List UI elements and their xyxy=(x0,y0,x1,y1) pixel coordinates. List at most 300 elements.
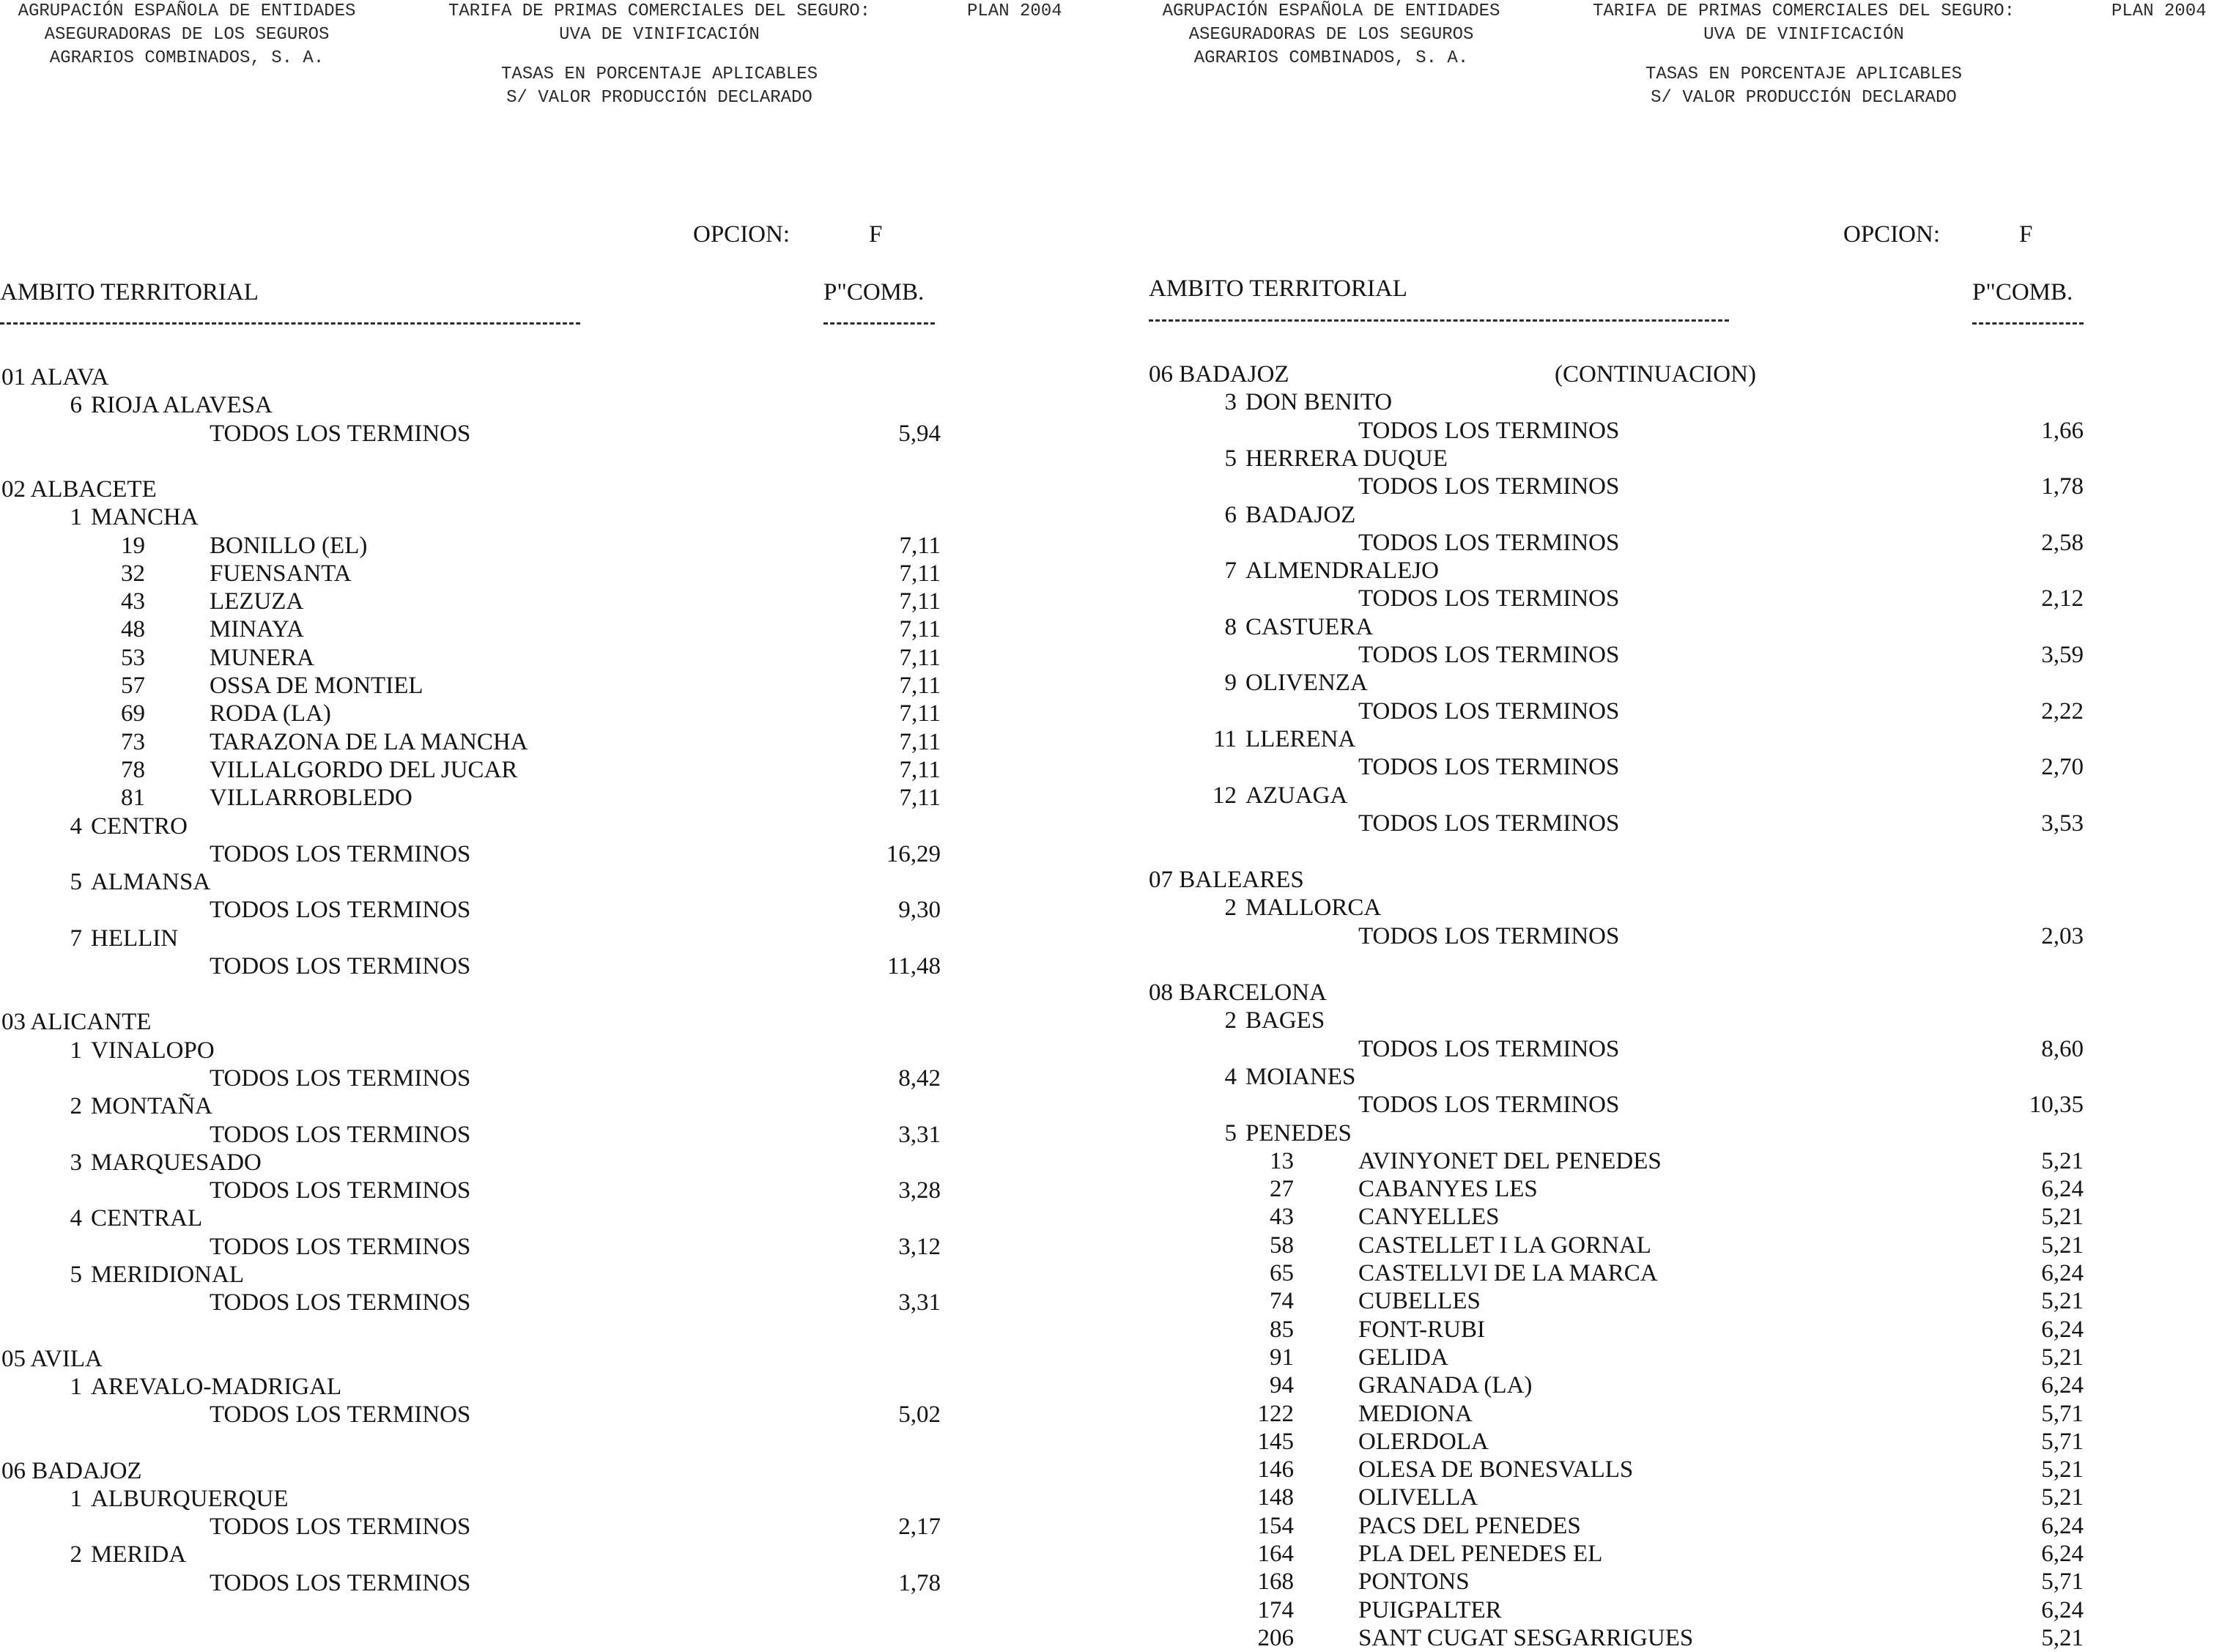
region-name: ALBURQUERQUE xyxy=(91,1485,289,1512)
region-row xyxy=(1144,445,2214,473)
rate-value: 5,94 xyxy=(898,420,941,447)
municipality-name: FUENSANTA xyxy=(210,560,352,587)
all-terms-label: TODOS LOS TERMINOS xyxy=(1358,473,1620,500)
all-terms-label: TODOS LOS TERMINOS xyxy=(210,1569,471,1596)
rate-value: 7,11 xyxy=(899,616,941,643)
province-name: 07 BALEARES xyxy=(1149,867,1304,894)
province-row xyxy=(1144,979,2214,1007)
region-name: CASTUERA xyxy=(1245,613,1374,640)
all-terms-row xyxy=(0,1121,1107,1149)
municipality-name: GRANADA (LA) xyxy=(1358,1372,1533,1399)
municipality-code: 65 xyxy=(1270,1260,1294,1286)
all-terms-row xyxy=(0,1289,1107,1316)
province-name: 05 AVILA xyxy=(1,1345,103,1372)
region-row xyxy=(1144,894,2214,922)
municipality-row xyxy=(0,560,1107,588)
rate-value: 7,11 xyxy=(899,756,941,783)
municipality-row xyxy=(0,784,1107,812)
rate-value: 7,11 xyxy=(899,644,941,671)
header-rule-territory xyxy=(0,322,580,325)
all-terms-label: TODOS LOS TERMINOS xyxy=(1358,529,1620,556)
all-terms-row xyxy=(1144,417,2214,445)
all-terms-row xyxy=(0,1401,1107,1429)
rate-value: 16,29 xyxy=(886,840,941,867)
region-number: 4 xyxy=(70,1205,82,1232)
org-line: AGRARIOS COMBINADOS, S. A. xyxy=(49,48,325,68)
region-row xyxy=(1144,1007,2214,1034)
region-name: MARQUESADO xyxy=(91,1149,262,1176)
rate-value: 2,12 xyxy=(2041,585,2084,612)
rate-value: 2,70 xyxy=(2041,754,2084,781)
municipality-name: TARAZONA DE LA MANCHA xyxy=(210,728,528,755)
region-number: 1 xyxy=(70,1037,82,1064)
all-terms-label: TODOS LOS TERMINOS xyxy=(210,953,471,979)
region-row xyxy=(0,1037,1107,1064)
org-line: AGRUPACIÓN ESPAÑOLA DE ENTIDADES xyxy=(1162,1,1500,21)
rate-value: 2,03 xyxy=(2041,922,2084,949)
municipality-code: 174 xyxy=(1257,1596,1294,1623)
all-terms-row xyxy=(1144,753,2214,781)
all-terms-row xyxy=(0,1513,1107,1541)
rate-value: 3,59 xyxy=(2041,642,2084,668)
all-terms-row xyxy=(0,1064,1107,1092)
region-number: 2 xyxy=(1224,894,1237,922)
region-row xyxy=(0,1092,1107,1120)
rate-value: 1,78 xyxy=(898,1569,941,1596)
municipality-code: 58 xyxy=(1270,1231,1294,1259)
region-row xyxy=(0,812,1107,840)
region-name: MERIDA xyxy=(91,1541,187,1568)
all-terms-row xyxy=(1144,473,2214,500)
region-number: 5 xyxy=(70,869,82,896)
municipality-row xyxy=(1144,1540,2214,1568)
rate-value: 3,31 xyxy=(898,1289,941,1316)
all-terms-label: TODOS LOS TERMINOS xyxy=(1358,810,1620,837)
title-line: TARIFA DE PRIMAS COMERCIALES DEL SEGURO: xyxy=(1592,1,2015,21)
rate-value: 6,24 xyxy=(2041,1541,2084,1567)
municipality-row xyxy=(1144,1400,2214,1428)
municipality-row xyxy=(1144,1259,2214,1287)
region-number: 4 xyxy=(1224,1063,1237,1090)
region-name: LLERENA xyxy=(1245,725,1356,752)
rate-value: 5,21 xyxy=(2041,1231,2084,1259)
region-name: DON BENITO xyxy=(1245,389,1393,416)
rate-value: 1,66 xyxy=(2041,417,2084,444)
opcion-label-text: OPCION: xyxy=(1843,221,1941,248)
province-row xyxy=(0,1345,1107,1373)
municipality-row xyxy=(1144,1624,2214,1652)
all-terms-label: TODOS LOS TERMINOS xyxy=(1358,585,1620,612)
province-name: 06 BADAJOZ xyxy=(1149,361,1289,388)
all-terms-row xyxy=(0,896,1107,924)
rate-value: 6,24 xyxy=(2041,1316,2084,1343)
region-number: 7 xyxy=(1224,558,1237,585)
municipality-code: 206 xyxy=(1257,1624,1294,1651)
header-rates-note xyxy=(425,63,894,110)
region-name: BAGES xyxy=(1245,1007,1325,1034)
column-header-rate: P"COMB. xyxy=(823,279,925,305)
municipality-name: CUBELLES xyxy=(1358,1288,1481,1315)
rate-value: 7,11 xyxy=(899,588,941,615)
column-header-territory: AMBITO TERRITORIAL xyxy=(1149,275,1407,302)
municipality-name: CABANYES LES xyxy=(1358,1176,1538,1203)
province-name: 08 BARCELONA xyxy=(1149,979,1327,1006)
municipality-name: FONT-RUBI xyxy=(1358,1316,1485,1343)
opcion-label xyxy=(1843,221,2033,248)
rates-line: S/ VALOR PRODUCCIÓN DECLARADO xyxy=(506,88,812,108)
municipality-name: PUIGPALTER xyxy=(1358,1596,1502,1623)
all-terms-label: TODOS LOS TERMINOS xyxy=(210,1233,471,1260)
region-name: ALMANSA xyxy=(91,869,211,896)
municipality-row xyxy=(1144,1428,2214,1456)
region-number: 1 xyxy=(70,1373,82,1400)
region-number: 1 xyxy=(70,504,82,531)
region-name: CENTRO xyxy=(91,812,188,840)
municipality-code: 81 xyxy=(121,785,145,812)
rate-value: 5,21 xyxy=(2041,1288,2084,1315)
region-number: 5 xyxy=(70,1262,82,1288)
rate-value: 11,48 xyxy=(886,953,941,979)
org-line: AGRUPACIÓN ESPAÑOLA DE ENTIDADES xyxy=(18,1,356,21)
continuation-note: (CONTINUACION) xyxy=(1555,361,1756,388)
region-row xyxy=(1144,1063,2214,1091)
rate-value: 5,21 xyxy=(2041,1484,2084,1511)
region-number: 9 xyxy=(1224,670,1237,697)
rates-line: TASAS EN PORCENTAJE APLICABLES xyxy=(1645,64,1963,84)
region-row xyxy=(0,503,1107,531)
right-page xyxy=(1144,0,2214,1651)
all-terms-row xyxy=(1144,1091,2214,1119)
all-terms-label: TODOS LOS TERMINOS xyxy=(210,840,471,867)
header-rule-rate xyxy=(1972,322,2084,325)
rate-value: 6,24 xyxy=(2041,1176,2084,1203)
all-terms-row xyxy=(1144,585,2214,612)
rate-value: 7,11 xyxy=(899,785,941,812)
rate-value: 5,21 xyxy=(2041,1344,2084,1371)
all-terms-row xyxy=(1144,529,2214,557)
region-number: 5 xyxy=(1224,445,1237,472)
municipality-row xyxy=(1144,1371,2214,1399)
municipality-row xyxy=(0,644,1107,672)
municipality-name: PONTONS xyxy=(1358,1568,1470,1596)
municipality-row xyxy=(1144,1512,2214,1540)
municipality-name: OSSA DE MONTIEL xyxy=(210,673,423,699)
province-row xyxy=(1144,866,2214,894)
org-line: ASEGURADORAS DE LOS SEGUROS xyxy=(1188,25,1474,45)
municipality-row xyxy=(0,532,1107,560)
region-name: ALMENDRALEJO xyxy=(1245,558,1439,585)
header-title xyxy=(425,0,894,47)
all-terms-label: TODOS LOS TERMINOS xyxy=(210,897,471,924)
municipality-code: 19 xyxy=(121,532,145,559)
region-row xyxy=(0,1149,1107,1177)
rate-value: 6,24 xyxy=(2041,1372,2084,1399)
all-terms-label: TODOS LOS TERMINOS xyxy=(210,1514,471,1541)
municipality-code: 154 xyxy=(1257,1512,1294,1539)
all-terms-label: TODOS LOS TERMINOS xyxy=(1358,417,1620,444)
rate-value: 6,24 xyxy=(2041,1596,2084,1623)
municipality-name: MINAYA xyxy=(210,616,304,643)
all-terms-label: TODOS LOS TERMINOS xyxy=(1358,642,1620,668)
municipality-name: CANYELLES xyxy=(1358,1204,1500,1231)
municipality-name: MEDIONA xyxy=(1358,1400,1473,1427)
province-row xyxy=(0,1457,1107,1485)
header-title xyxy=(1569,0,2038,47)
header-rule-territory xyxy=(1149,319,1729,322)
rate-value: 5,02 xyxy=(898,1401,941,1429)
municipality-code: 32 xyxy=(121,560,145,587)
all-terms-row xyxy=(0,1569,1107,1597)
municipality-row xyxy=(1144,1316,2214,1344)
rate-value: 7,11 xyxy=(899,728,941,755)
municipality-name: PLA DEL PENEDES EL xyxy=(1358,1541,1603,1567)
region-row xyxy=(0,391,1107,419)
region-number: 6 xyxy=(70,392,82,419)
rate-value: 5,71 xyxy=(2041,1428,2084,1455)
region-number: 12 xyxy=(1212,782,1237,809)
municipality-row xyxy=(1144,1231,2214,1259)
region-row xyxy=(1144,1119,2214,1147)
all-terms-row xyxy=(1144,641,2214,669)
municipality-code: 78 xyxy=(121,756,145,783)
municipality-row xyxy=(1144,1568,2214,1596)
all-terms-label: TODOS LOS TERMINOS xyxy=(1358,697,1620,725)
municipality-name: GELIDA xyxy=(1358,1344,1448,1371)
header-plan: PLAN 2004 xyxy=(967,1,1062,21)
region-number: 4 xyxy=(70,812,82,840)
rate-value: 5,21 xyxy=(2041,1204,2084,1231)
left-page xyxy=(0,0,1107,1645)
region-number: 6 xyxy=(1224,501,1237,528)
header-rule-rate xyxy=(823,322,935,325)
region-number: 2 xyxy=(70,1541,82,1568)
all-terms-label: TODOS LOS TERMINOS xyxy=(210,420,471,447)
municipality-code: 69 xyxy=(121,700,145,727)
all-terms-label: TODOS LOS TERMINOS xyxy=(210,1121,471,1148)
municipality-row xyxy=(1144,1344,2214,1371)
opcion-value: F xyxy=(2019,221,2033,248)
municipality-row xyxy=(0,728,1107,756)
region-row xyxy=(1144,613,2214,641)
region-name: OLIVENZA xyxy=(1245,670,1368,697)
rate-value: 3,28 xyxy=(898,1177,941,1204)
rate-value: 2,17 xyxy=(898,1514,941,1541)
rate-value: 8,60 xyxy=(2041,1035,2084,1062)
municipality-name: VILLARROBLEDO xyxy=(210,785,412,812)
municipality-name: OLESA DE BONESVALLS xyxy=(1358,1456,1634,1484)
municipality-name: AVINYONET DEL PENEDES xyxy=(1358,1147,1662,1174)
region-name: HELLIN xyxy=(91,925,179,952)
province-row xyxy=(0,363,1107,391)
region-number: 3 xyxy=(1224,389,1237,416)
municipality-row xyxy=(1144,1203,2214,1231)
all-terms-label: TODOS LOS TERMINOS xyxy=(210,1289,471,1316)
header-rates-note xyxy=(1569,63,2038,110)
region-number: 2 xyxy=(1224,1007,1237,1034)
opcion-label xyxy=(693,221,883,248)
municipality-code: 85 xyxy=(1270,1316,1294,1343)
municipality-name: CASTELLET I LA GORNAL xyxy=(1358,1231,1651,1259)
region-number: 11 xyxy=(1213,725,1237,752)
all-terms-row xyxy=(0,1233,1107,1261)
municipality-name: LEZUZA xyxy=(210,588,304,615)
municipality-row xyxy=(1144,1456,2214,1484)
municipality-row xyxy=(0,700,1107,727)
region-name: MOIANES xyxy=(1245,1063,1356,1090)
municipality-code: 73 xyxy=(121,728,145,755)
municipality-row xyxy=(1144,1596,2214,1624)
municipality-row xyxy=(0,588,1107,615)
region-name: RIOJA ALAVESA xyxy=(91,392,273,419)
region-name: PENEDES xyxy=(1245,1119,1352,1147)
municipality-name: MUNERA xyxy=(210,644,315,671)
region-row xyxy=(1144,388,2214,416)
region-name: MANCHA xyxy=(91,504,199,531)
municipality-code: 148 xyxy=(1257,1484,1294,1511)
rate-value: 6,24 xyxy=(2041,1260,2084,1286)
title-line: UVA DE VINIFICACIÓN xyxy=(559,25,760,45)
municipality-code: 74 xyxy=(1270,1288,1294,1315)
municipality-row xyxy=(1144,1484,2214,1511)
province-name: 03 ALICANTE xyxy=(1,1009,152,1036)
municipality-code: 43 xyxy=(1270,1204,1294,1231)
all-terms-row xyxy=(0,1177,1107,1204)
rate-value: 3,53 xyxy=(2041,810,2084,837)
header-plan: PLAN 2004 xyxy=(2111,1,2207,21)
municipality-row xyxy=(1144,1175,2214,1203)
municipality-row xyxy=(1144,1147,2214,1175)
municipality-code: 145 xyxy=(1257,1428,1294,1455)
all-terms-row xyxy=(0,840,1107,868)
rates-line: S/ VALOR PRODUCCIÓN DECLARADO xyxy=(1651,88,1957,108)
rate-value: 5,71 xyxy=(2041,1400,2084,1427)
rate-value: 7,11 xyxy=(899,700,941,727)
column-header-rate: P"COMB. xyxy=(1972,279,2073,305)
region-name: MALLORCA xyxy=(1245,894,1382,922)
municipality-name: BONILLO (EL) xyxy=(210,532,368,559)
municipality-code: 122 xyxy=(1257,1400,1294,1427)
municipality-name: OLERDOLA xyxy=(1358,1428,1489,1455)
region-row xyxy=(0,1485,1107,1513)
opcion-label-text: OPCION: xyxy=(693,221,791,248)
region-name: HERRERA DUQUE xyxy=(1245,445,1448,472)
all-terms-label: TODOS LOS TERMINOS xyxy=(1358,1092,1620,1119)
all-terms-label: TODOS LOS TERMINOS xyxy=(210,1401,471,1429)
all-terms-row xyxy=(1144,922,2214,950)
region-name: VINALOPO xyxy=(91,1037,215,1064)
region-row xyxy=(0,1373,1107,1401)
region-row xyxy=(0,868,1107,896)
region-number: 2 xyxy=(70,1093,82,1120)
region-name: AREVALO-MADRIGAL xyxy=(91,1373,342,1400)
municipality-code: 168 xyxy=(1257,1568,1294,1596)
header-organization xyxy=(0,0,374,70)
region-name: AZUAGA xyxy=(1245,782,1348,809)
rate-value: 3,12 xyxy=(898,1233,941,1260)
municipality-code: 164 xyxy=(1257,1541,1294,1567)
rate-value: 8,42 xyxy=(898,1064,941,1092)
all-terms-label: TODOS LOS TERMINOS xyxy=(1358,754,1620,781)
province-row xyxy=(1144,360,2214,388)
region-number: 7 xyxy=(70,925,82,952)
municipality-code: 43 xyxy=(121,588,145,615)
municipality-code: 13 xyxy=(1270,1147,1294,1174)
municipality-name: OLIVELLA xyxy=(1358,1484,1478,1511)
org-line: ASEGURADORAS DE LOS SEGUROS xyxy=(44,25,330,45)
municipality-code: 94 xyxy=(1270,1372,1294,1399)
org-line: AGRARIOS COMBINADOS, S. A. xyxy=(1193,48,1469,68)
rates-line: TASAS EN PORCENTAJE APLICABLES xyxy=(500,64,818,84)
region-name: CENTRAL xyxy=(91,1205,203,1232)
all-terms-label: TODOS LOS TERMINOS xyxy=(210,1064,471,1092)
rate-value: 7,11 xyxy=(899,532,941,559)
column-header-territory: AMBITO TERRITORIAL xyxy=(0,279,259,305)
province-name: 02 ALBACETE xyxy=(1,475,157,503)
region-number: 8 xyxy=(1224,613,1237,640)
rate-value: 7,11 xyxy=(899,560,941,587)
rate-value: 5,21 xyxy=(2041,1624,2084,1651)
all-terms-row xyxy=(1144,697,2214,725)
municipality-code: 57 xyxy=(121,673,145,699)
region-row xyxy=(1144,725,2214,753)
rate-value: 9,30 xyxy=(898,897,941,924)
all-terms-row xyxy=(0,420,1107,448)
all-terms-row xyxy=(1144,1035,2214,1063)
municipality-name: CASTELLVI DE LA MARCA xyxy=(1358,1260,1658,1286)
title-line: TARIFA DE PRIMAS COMERCIALES DEL SEGURO: xyxy=(448,1,871,21)
all-terms-label: TODOS LOS TERMINOS xyxy=(210,1177,471,1204)
municipality-row xyxy=(0,615,1107,643)
municipality-code: 53 xyxy=(121,644,145,671)
municipality-row xyxy=(1144,1287,2214,1315)
region-row xyxy=(1144,557,2214,585)
region-row xyxy=(1144,669,2214,697)
municipality-code: 27 xyxy=(1270,1176,1294,1203)
province-name: 06 BADAJOZ xyxy=(1,1457,142,1484)
rate-value: 1,78 xyxy=(2041,473,2084,500)
municipality-code: 48 xyxy=(121,616,145,643)
rate-value: 2,58 xyxy=(2041,529,2084,556)
region-row xyxy=(0,1261,1107,1289)
header-organization xyxy=(1144,0,1518,70)
all-terms-label: TODOS LOS TERMINOS xyxy=(1358,1035,1620,1062)
region-name: MERIDIONAL xyxy=(91,1262,244,1288)
rate-value: 3,31 xyxy=(898,1121,941,1148)
region-row xyxy=(0,925,1107,952)
all-terms-label: TODOS LOS TERMINOS xyxy=(1358,922,1620,949)
region-number: 1 xyxy=(70,1485,82,1512)
municipality-code: 91 xyxy=(1270,1344,1294,1371)
province-name: 01 ALAVA xyxy=(1,364,109,390)
region-number: 3 xyxy=(70,1149,82,1176)
municipality-name: RODA (LA) xyxy=(210,700,331,727)
rate-value: 5,21 xyxy=(2041,1456,2084,1484)
region-name: BADAJOZ xyxy=(1245,501,1356,528)
rate-value: 2,22 xyxy=(2041,697,2084,725)
region-row xyxy=(0,1541,1107,1568)
municipality-code: 146 xyxy=(1257,1456,1294,1484)
region-row xyxy=(0,1204,1107,1232)
municipality-name: PACS DEL PENEDES xyxy=(1358,1512,1581,1539)
municipality-row xyxy=(0,756,1107,784)
region-name: MONTAÑA xyxy=(91,1093,213,1120)
title-line: UVA DE VINIFICACIÓN xyxy=(1703,25,1904,45)
municipality-name: SANT CUGAT SESGARRIGUES xyxy=(1358,1624,1694,1651)
rate-value: 6,24 xyxy=(2041,1512,2084,1539)
municipality-row xyxy=(0,672,1107,700)
rate-value: 10,35 xyxy=(2029,1092,2084,1119)
all-terms-row xyxy=(0,952,1107,980)
